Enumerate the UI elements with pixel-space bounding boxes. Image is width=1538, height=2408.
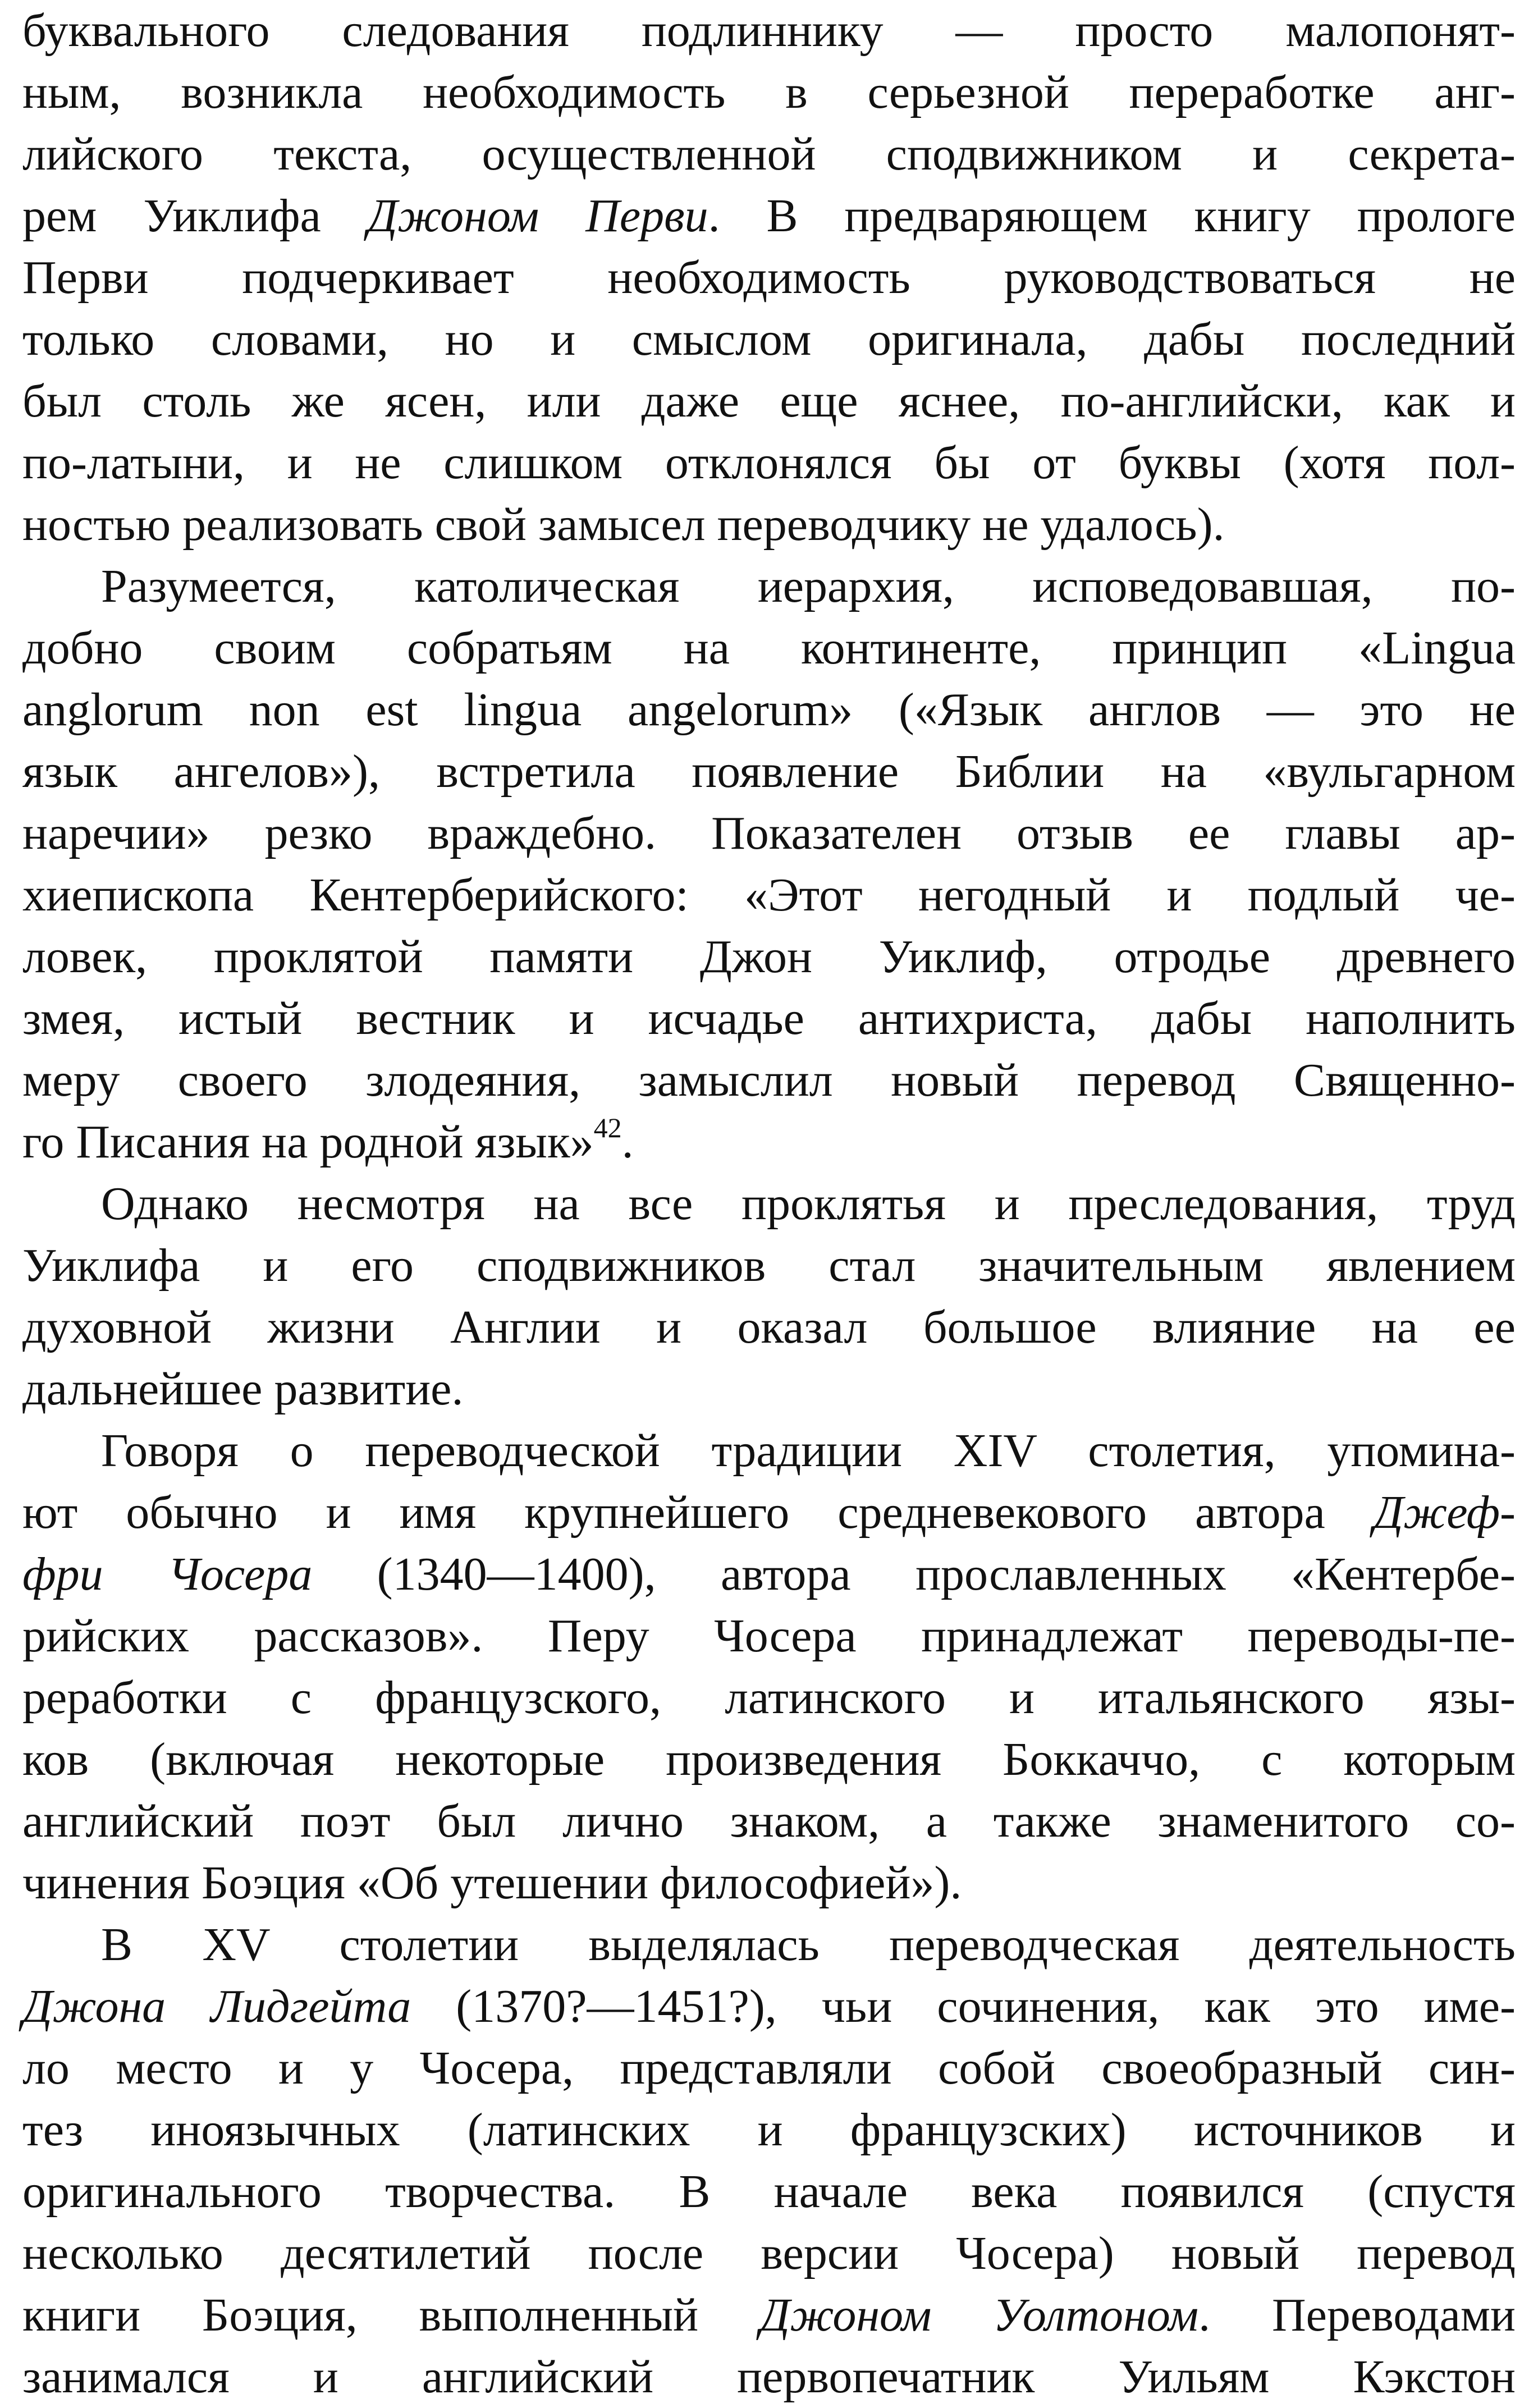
text-line	[22, 679, 1516, 741]
text-run: духовной жизни Англии и оказал большое влияние на ее	[22, 1301, 1516, 1353]
text-run: Однако несмотря на все проклятья и преследования, труд	[101, 1178, 1516, 1230]
footnote-marker: 42	[593, 1112, 622, 1143]
text-run: Уиклифа и его сподвижников стал значительным явлением	[22, 1239, 1516, 1292]
text-run: книги Боэция, выполненный	[22, 2289, 760, 2341]
text-run: лийского текста, осуществленной сподвижником и секрета-	[22, 128, 1516, 180]
text-line	[22, 2223, 1516, 2285]
text-run: занимался и английский первопечатник Уильям Кэкстон	[22, 2351, 1516, 2403]
text-run: добно своим собратьям на континенте, принцип «Lingua	[22, 622, 1516, 674]
text-line	[22, 247, 1516, 309]
text-line	[22, 1667, 1516, 1729]
text-run: Разумеется, католическая иерархия, исповедовавшая, по-	[101, 560, 1516, 612]
text-line	[22, 2285, 1516, 2346]
text-run: оригинального творчества. В начале века появился (спустя	[22, 2166, 1516, 2218]
text-line	[22, 1791, 1516, 1852]
text-line	[22, 1852, 1516, 1914]
text-line	[22, 1235, 1516, 1297]
text-line	[22, 617, 1516, 679]
text-line	[22, 1297, 1516, 1358]
text-line	[22, 432, 1516, 494]
text-line	[22, 123, 1516, 185]
text-line	[22, 2346, 1516, 2408]
text-line	[22, 2161, 1516, 2223]
text-run: . Переводами	[1198, 2289, 1516, 2341]
text-line	[22, 864, 1516, 926]
text-run: змея, истый вестник и исчадье антихриста, дабы наполнить	[22, 992, 1516, 1045]
text-run: рийских рассказов». Перу Чосера принадлежат переводы-пе-	[22, 1610, 1516, 1662]
text-line	[22, 494, 1516, 556]
text-run: ло место и у Чосера, представляли собой своеобразный син-	[22, 2042, 1516, 2094]
paragraph	[22, 1420, 1516, 1914]
text-line	[22, 1914, 1516, 1976]
text-run: только словами, но и смыслом оригинала, дабы последний	[22, 313, 1516, 365]
text-line	[22, 2099, 1516, 2161]
text-line	[22, 1544, 1516, 1605]
paragraph	[22, 1914, 1516, 2408]
text-line	[22, 370, 1516, 432]
text-run: ностью реализовать свой замысел переводчику не удалось).	[22, 498, 1225, 551]
text-run: ют обычно и имя крупнейшего средневекового автора	[22, 1486, 1374, 1539]
text-line	[22, 926, 1516, 988]
text-line	[22, 1173, 1516, 1235]
text-run: го Писания на родной язык»	[22, 1116, 594, 1168]
text-run: хиепископа Кентерберийского: «Этот негодный и подлый че-	[22, 869, 1516, 921]
text-line	[22, 556, 1516, 617]
text-run: ным, возникла необходимость в серьезной переработке анг-	[22, 66, 1516, 118]
text-line	[22, 1358, 1516, 1420]
text-line	[22, 62, 1516, 123]
italic-name: фри Чосера	[22, 1548, 313, 1600]
text-run: буквального следования подлиннику — просто малопонят-	[22, 4, 1516, 57]
italic-name: Джона Лидгейта	[22, 1980, 411, 2032]
text-line	[22, 988, 1516, 1050]
text-run: английский поэт был лично знаком, а также знаменитого со-	[22, 1795, 1516, 1847]
text-run: ков (включая некоторые произведения Боккаччо, с которым	[22, 1733, 1516, 1786]
text-line	[22, 309, 1516, 370]
italic-name: Джоном Перви	[367, 190, 708, 242]
text-run: несколько десятилетий после версии Чосера) новый перевод	[22, 2227, 1516, 2279]
text-line	[22, 1050, 1516, 1111]
text-run: (1370?—1451?), чьи сочинения, как это име-	[411, 1980, 1516, 2032]
text-run: тез иноязычных (латинских и французских) источников и	[22, 2104, 1516, 2156]
text-run: anglorum non est lingua angelorum» («Язык англов — это не	[22, 684, 1516, 736]
text-line	[22, 1420, 1516, 1482]
text-run: по-латыни, и не слишком отклонялся бы от буквы (хотя пол-	[22, 437, 1516, 489]
text-run: . В предваряющем книгу прологе	[708, 190, 1516, 242]
text-line	[22, 741, 1516, 803]
text-line	[22, 185, 1516, 247]
text-run: меру своего злодеяния, замыслил новый перевод Священно-	[22, 1054, 1516, 1106]
text-line	[22, 1976, 1516, 2038]
document-page	[22, 0, 1516, 2408]
text-run: дальнейшее развитие.	[22, 1363, 464, 1415]
text-run: (1340—1400), автора прославленных «Кентербе-	[312, 1548, 1516, 1600]
text-line	[22, 2038, 1516, 2099]
text-run: ловек, проклятой памяти Джон Уиклиф, отродье древнего	[22, 931, 1516, 983]
text-run: В XV столетии выделялась переводческая деятельность	[101, 1919, 1516, 1971]
paragraph	[22, 556, 1516, 1173]
text-line	[22, 0, 1516, 62]
text-line	[22, 803, 1516, 864]
text-line	[22, 1482, 1516, 1544]
text-run: чинения Боэция «Об утешении философией»).	[22, 1857, 962, 1909]
paragraph	[22, 0, 1516, 556]
text-run: наречии» резко враждебно. Показателен отзыв ее главы ар-	[22, 807, 1516, 859]
text-run: реработки с французского, латинского и итальянского язы-	[22, 1672, 1516, 1724]
text-run: .	[621, 1116, 634, 1168]
text-line	[22, 1605, 1516, 1667]
text-run: язык ангелов»), встретила появление Библии на «вульгарном	[22, 745, 1516, 798]
text-line	[22, 1111, 1516, 1173]
italic-name: Джеф-	[1373, 1486, 1516, 1539]
text-run: был столь же ясен, или даже еще яснее, по-английски, как и	[22, 375, 1516, 427]
text-run: Перви подчеркивает необходимость руководствоваться не	[22, 251, 1516, 304]
text-run: рем Уиклифа	[22, 190, 368, 242]
text-line	[22, 1729, 1516, 1791]
paragraph	[22, 1173, 1516, 1420]
italic-name: Джоном Уолтоном	[759, 2289, 1199, 2341]
text-run: Говоря о переводческой традиции XIV столетия, упомина-	[101, 1425, 1516, 1477]
